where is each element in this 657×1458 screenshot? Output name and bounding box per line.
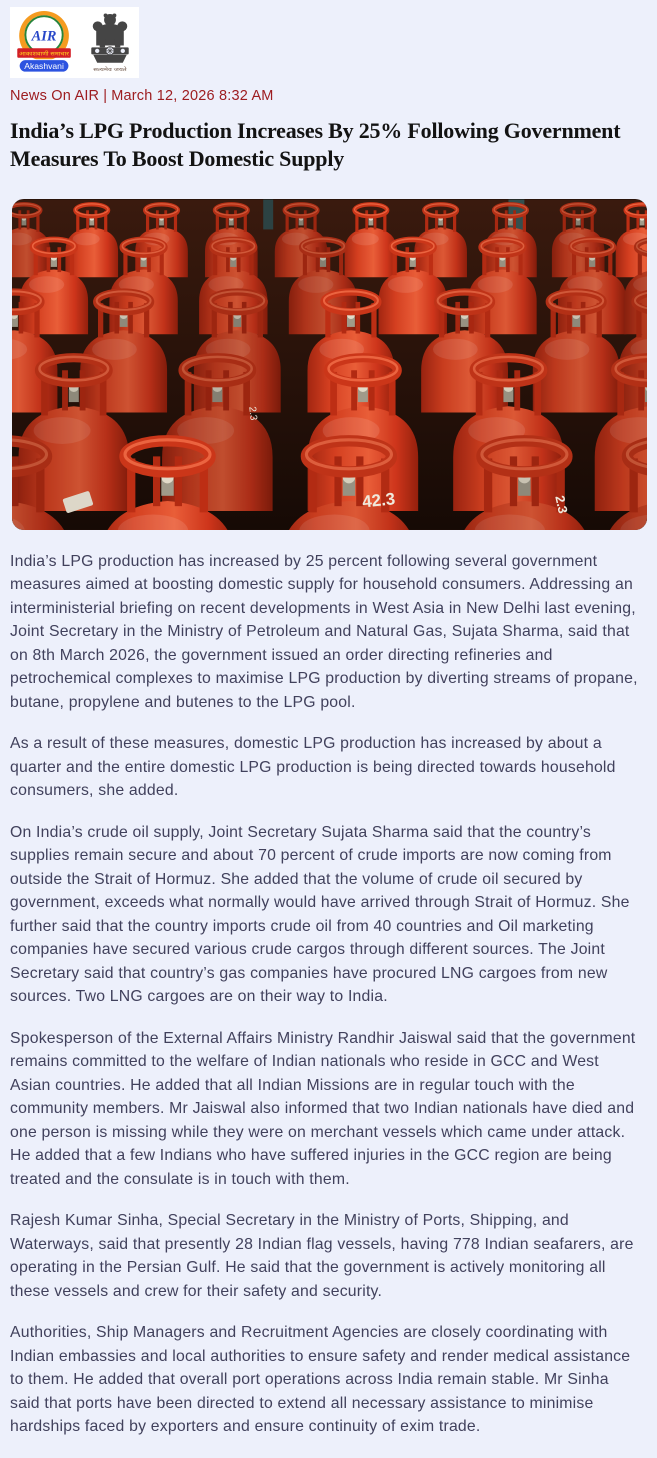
svg-text:2.3: 2.3 <box>246 405 259 421</box>
lpg-cylinders-image <box>12 199 647 530</box>
paragraph-4: Spokesperson of the External Affairs Ministry Randhir Jaiswal said that the government remains committed to the welfare of Indian nationals who reside in GCC and West Asian countries. He added that all Indian Missions are in regular touch with the community members. Mr Jaiswal also informed that two Indian nationals have died and one person is missing while they were on merchant vessels which came under attack. He added that a few Indians who have suffered injuries in the GCC region are being treated and the consulate is in touch with them. <box>10 1029 636 1188</box>
background-pole <box>263 199 273 229</box>
akashvani-logo-icon[interactable] <box>14 10 76 75</box>
emblem-caption: सत्यमेव जयते <box>93 68 118 74</box>
akashvani-banner-text: आकाशवाणी समाचार <box>19 51 63 58</box>
paragraph-2: As a result of these measures, domestic LPG production has increased by about a quarter and the entire domestic LPG production is being directed towards household consumers, she added. <box>10 735 616 800</box>
article-body <box>10 550 640 1439</box>
air-monogram: AIR <box>31 28 57 45</box>
svg-text:42.3: 42.3 <box>361 489 397 512</box>
akashvani-label: Akashvani <box>24 60 64 71</box>
article-hero-image <box>12 199 647 530</box>
paragraph-1: India’s LPG production has increased by 25 percent following several government measures aimed at boosting domestic supply for household consumers. Addressing an interministerial briefing on recent developments in West Asia in New Delhi last evening, Joint Secretary in the Ministry of Petroleum and Natural Gas, Sujata Sharma, said that on 8th March 2026, the government issued an order directing refineries and petrochemical complexes to maximise LPG production by diverting streams of propane, butane, propylene and butenes to the LPG pool. <box>10 552 638 711</box>
article-meta <box>10 88 647 104</box>
paragraph-3: On India’s crude oil supply, Joint Secretary Sujata Sharma said that the country’s supplies remain secure and about 70 percent of crude imports are now coming from outside the Strait of Hormuz. She added that the volume of crude oil secured by government, exceeds what normally would have arrived through Strait of Hormuz. She further said that the country imports crude oil from 40 countries and Oil marketing companies have secured various crude cargos through different sources. The Joint Secretary said that country’s gas companies have procured LNG cargoes from new sources. Two LNG cargoes are on their way to India. <box>10 823 630 1006</box>
svg-text:2.3: 2.3 <box>552 493 571 515</box>
paragraph-6: Authorities, Ship Managers and Recruitment Agencies are closely coordinating with Indian embassies and local authorities to ensure safety and render medical assistance to them. He added that overall port operations across India remain stable. Mr Sinha said that ports have been directed to extend all necessary assistance to minimise hardships faced by exporters and ensure continuity of exim trade. <box>10 1324 631 1436</box>
india-emblem-icon[interactable] <box>85 10 135 75</box>
meta-separator: | <box>103 88 108 104</box>
paragraph-5: Rajesh Kumar Sinha, Special Secretary in the Ministry of Ports, Shipping, and Waterways, said that presently 28 Indian flag vessels, having 778 Indian seafarers, are operating in the Persian Gulf. He said that the government is actively monitoring all these vessels and crew for their safety and security. <box>10 1212 634 1300</box>
article-headline: India’s LPG Production Increases By 25% Following Government Measures To Boost Domestic Supply <box>10 118 621 171</box>
source-name: News On AIR <box>10 88 100 104</box>
masthead-logos <box>10 7 139 78</box>
article-datetime: March 12, 2026 8:32 AM <box>111 88 274 104</box>
